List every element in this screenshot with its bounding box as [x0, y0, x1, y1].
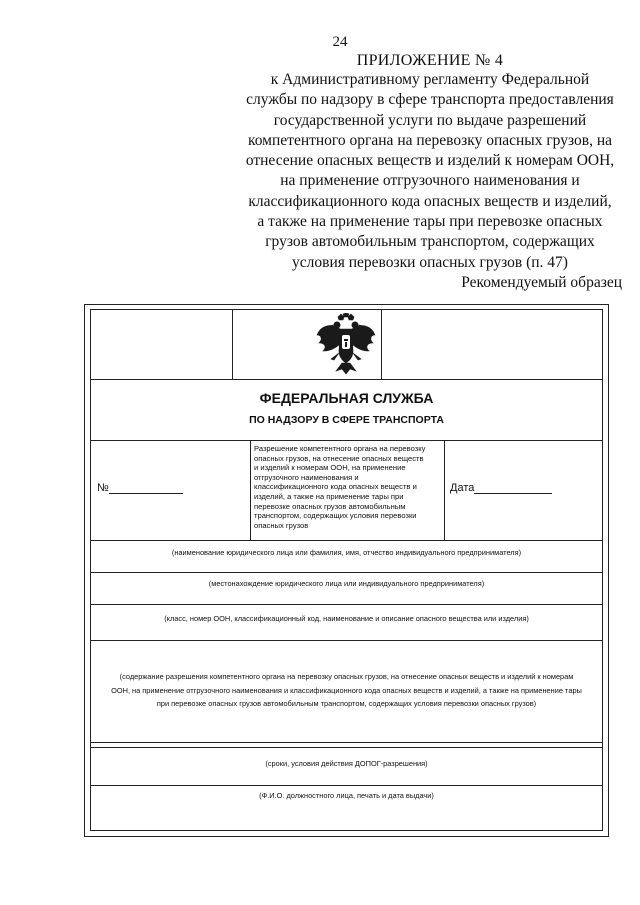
- applicant-location-caption: (местонахождение юридического лица или индивидуального предпринимателя): [208, 579, 485, 588]
- service-subtitle: ПО НАДЗОРУ В СФЕРЕ ТРАНСПОРТА: [249, 414, 444, 426]
- appendix-title: ПРИЛОЖЕНИЕ № 4: [356, 52, 504, 69]
- permit-content-caption-line: ООН, на применение отгрузочного наименования и классификационного кода опасных веществ и изделий, а также на применение тары: [111, 685, 582, 695]
- official-caption: (Ф.И.О. должностного лица, печать и дата выдачи): [259, 791, 434, 800]
- row-divider: [90, 640, 603, 641]
- permit-description-line: и изделий к номерам ООН, на применение: [254, 463, 406, 473]
- appendix-description-line: на применение отгрузочного наименования и: [280, 172, 580, 190]
- row-divider: [90, 379, 603, 380]
- permit-description-line: транспортом, содержащих условия перевозки: [254, 511, 417, 521]
- date-field[interactable]: [474, 493, 552, 494]
- appendix-description-line: государственной услуги по выдаче разрешений: [273, 111, 587, 129]
- appendix-description-line: условия перевозки опасных грузов (п. 47): [292, 253, 568, 271]
- number-label: №: [97, 482, 109, 494]
- row-divider: [90, 572, 603, 573]
- permit-right-divider: [444, 440, 445, 540]
- permit-left-divider: [250, 440, 251, 540]
- service-name: ФЕДЕРАЛЬНАЯ СЛУЖБА: [259, 390, 434, 406]
- date-label: Дата: [450, 482, 475, 494]
- appendix-description-line: службы по надзору в сфере транспорта предоставления: [246, 91, 614, 109]
- permit-description-line: отгрузочного наименования и: [254, 472, 359, 482]
- double-headed-eagle-emblem-icon: [313, 313, 379, 375]
- permit-description-line: опасных грузов: [254, 520, 309, 530]
- appendix-description: [240, 70, 620, 273]
- recommended-sample-label: Рекомендуемый образец: [461, 274, 622, 291]
- permit-description-line: перевозке опасных грузов автомобильным: [254, 501, 406, 511]
- permit-description-line: изделий, а также на применение тары при: [254, 491, 404, 501]
- appendix-description-line: грузов автомобильным транспортом, содержащих: [265, 233, 595, 251]
- permit-content-caption-line: (содержание разрешения компетентного органа на перевозку опасных грузов, на отнесение опасных веществ и изделий к номерам: [119, 672, 574, 681]
- row-divider: [90, 440, 603, 441]
- row-divider: [90, 747, 603, 748]
- permit-description-line: Разрешение компетентного органа на перевозку: [254, 444, 426, 453]
- row-divider: [90, 785, 603, 786]
- permit-description: [254, 444, 440, 530]
- header-left-divider: [232, 309, 233, 379]
- number-field[interactable]: [109, 493, 183, 494]
- appendix-description-line: а также на применение тары при перевозке опасных: [257, 213, 603, 231]
- form-inner-border: [90, 309, 603, 831]
- row-divider: [90, 604, 603, 605]
- permit-description-line: классификационного кода опасных веществ и: [254, 482, 417, 492]
- appendix-description-line: компетентного органа на перевозку опасных грузов, на: [247, 131, 613, 149]
- appendix-description-line: отнесение опасных веществ и изделий к номерам ООН,: [245, 152, 615, 170]
- row-divider: [90, 540, 603, 541]
- substance-info-caption: (класс, номер ООН, классификационный код, наименование и описание опасного вещества или изделия): [164, 614, 529, 623]
- validity-caption: (сроки, условия действия ДОПОГ-разрешения): [265, 759, 428, 768]
- applicant-name-caption: (наименование юридического лица или фамилия, имя, отчество индивидуального предпринимателя): [171, 548, 522, 557]
- row-divider: [90, 742, 603, 743]
- permit-content-caption-line: при перевозке опасных грузов автомобильным транспортом, содержащих условия перевозки опасных грузов): [156, 699, 537, 709]
- permit-description-line: опасных грузов, на отнесение опасных веществ: [254, 453, 424, 463]
- page-number: 24: [332, 34, 348, 50]
- appendix-description-line: к Административному регламенту Федеральной: [270, 71, 590, 88]
- appendix-description-line: классификационного кода опасных веществ и изделий,: [248, 192, 612, 210]
- header-right-divider: [381, 309, 382, 379]
- permit-content-caption: [90, 670, 603, 711]
